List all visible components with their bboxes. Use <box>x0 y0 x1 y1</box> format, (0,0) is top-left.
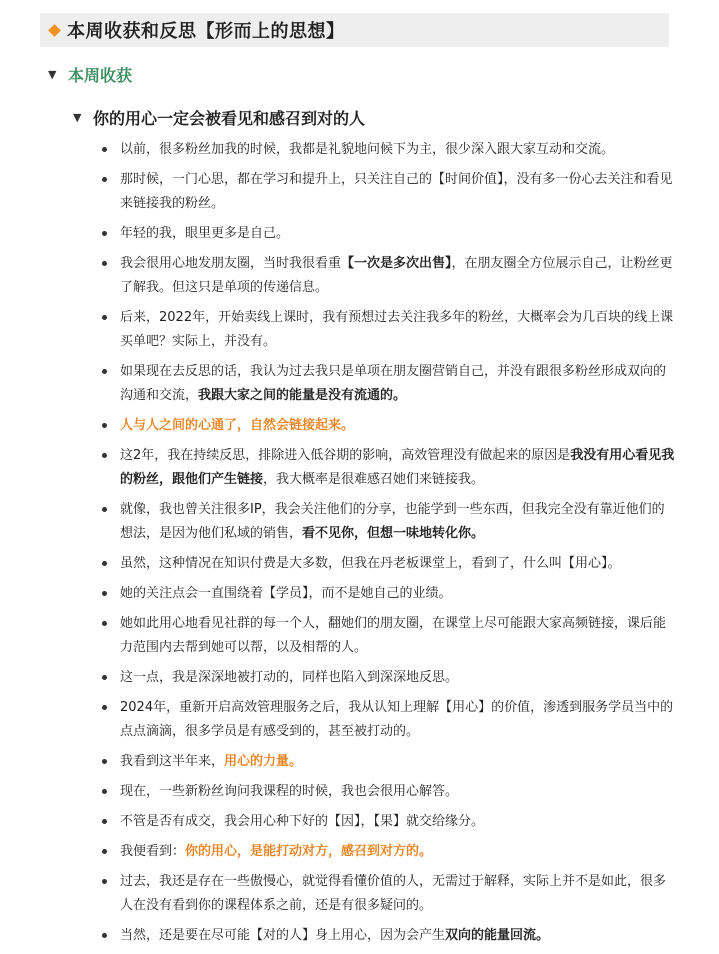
bullet-list <box>96 138 676 954</box>
item-text: 我看到这半年来， <box>120 754 225 769</box>
bold-text: 我跟大家之间的能量是没有流通的。 <box>198 388 407 403</box>
list-item <box>96 750 676 774</box>
item-text: 现在，一些新粉丝询问我课程的时候，我也会很用心解答。 <box>120 784 459 799</box>
list-item <box>96 924 676 948</box>
list-item <box>96 780 676 804</box>
list-item <box>96 666 676 690</box>
bullet-dot-icon <box>102 177 107 182</box>
section-heading-label: 本周收获 <box>68 66 133 85</box>
list-item <box>96 552 676 576</box>
highlight-text: 人与人之间的心通了，自然会链接起来。 <box>120 418 355 433</box>
list-item <box>96 306 676 354</box>
bold-text: 看不见你，但想一味地转化你。 <box>302 526 485 541</box>
item-text: 如果现在去反思的话，我认为过去我只是单项在朋友圈营销自己，并没有跟很多粉丝形成双向的沟通和交流， <box>120 364 667 403</box>
bullet-dot-icon <box>102 507 107 512</box>
bullet-dot-icon <box>102 453 107 458</box>
section-heading[interactable] <box>48 63 132 86</box>
bullet-dot-icon <box>102 423 107 428</box>
highlight-text: 你的用心，是能打动对方，感召到对方的。 <box>185 844 433 859</box>
item-text: 年轻的我，眼里更多是自己。 <box>120 226 290 241</box>
item-text: ，我大概率是很难感召她们来链接我。 <box>263 472 485 487</box>
page-title: 本周收获和反思【形而上的思想】 <box>67 21 345 42</box>
list-item <box>96 582 676 606</box>
bullet-dot-icon <box>102 561 107 566</box>
bullet-dot-icon <box>102 147 107 152</box>
list-item <box>96 414 676 438</box>
list-item <box>96 498 676 546</box>
item-text: 我会很用心地发朋友圈，当时我很看重 <box>120 256 342 271</box>
bullet-dot-icon <box>102 759 107 764</box>
bullet-dot-icon <box>102 231 107 236</box>
bullet-dot-icon <box>102 369 107 374</box>
subsection-heading-label: 你的用心一定会被看见和感召到对的人 <box>93 109 366 128</box>
bullet-dot-icon <box>102 819 107 824</box>
orange-diamond-icon <box>48 24 61 37</box>
collapse-triangle-icon[interactable]: ▼ <box>73 111 82 124</box>
list-item <box>96 696 676 744</box>
bold-text: 双向的能量回流。 <box>445 928 550 943</box>
highlight-text: 用心的力量。 <box>224 754 303 769</box>
list-item <box>96 360 676 408</box>
collapse-triangle-icon[interactable]: ▼ <box>48 68 57 81</box>
item-text: 她如此用心地看见社群的每一个人，翻她们的朋友圈，在课堂上尽可能跟大家高频链接，课后能力范围内去帮到她可以帮，以及相帮的人。 <box>120 616 667 655</box>
item-text: 以前，很多粉丝加我的时候，我都是礼貌地问候下为主，很少深入跟大家互动和交流。 <box>120 142 615 157</box>
bullet-dot-icon <box>102 591 107 596</box>
list-item <box>96 222 676 246</box>
item-text: 过去，我还是存在一些傲慢心，就觉得看懂价值的人，无需过于解释，实际上并不是如此，很多人在没有看到你的课程体系之前，还是有很多疑问的。 <box>120 874 667 913</box>
item-text: 我便看到： <box>120 844 186 859</box>
list-item <box>96 168 676 216</box>
item-text: 2024年，重新开启高效管理服务之后，我从认知上理解【用心】的价值，渗透到服务学员当中的点点滴滴，很多学员是有感受到的，甚至被打动的。 <box>120 700 674 739</box>
item-text: 后来，2022年，开始卖线上课时，我有预想过去关注我多年的粉丝，大概率会为几百块的线上课买单吧？实际上，并没有。 <box>120 310 674 349</box>
list-item <box>96 612 676 660</box>
item-text: 虽然，这种情况在知识付费是大多数，但我在丹老板课堂上，看到了，什么叫【用心】。 <box>120 556 621 571</box>
bullet-dot-icon <box>102 705 107 710</box>
list-item <box>96 870 676 918</box>
list-item <box>96 252 676 300</box>
item-text: 那时候，一门心思，都在学习和提升上，只关注自己的【时间价值】，没有多一份心去关注和看见来链接我的粉丝。 <box>120 172 673 211</box>
bullet-dot-icon <box>102 621 107 626</box>
item-text: 这一点，我是深深地被打动的，同样也陷入到深深地反思。 <box>120 670 459 685</box>
item-text: 不管是否有成交，我会用心种下好的【因】，【果】就交给缘分。 <box>120 814 485 829</box>
bullet-dot-icon <box>102 933 107 938</box>
bullet-dot-icon <box>102 849 107 854</box>
list-item <box>96 810 676 834</box>
item-text: 就像，我也曾关注很多IP，我会关注他们的分享，也能学到一些东西，但我完全没有靠近他们的想法，是因为他们私域的销售， <box>120 502 665 541</box>
item-text: 当然，还是要在尽可能【对的人】身上用心，因为会产生 <box>120 928 446 943</box>
item-text: 她的关注点会一直围绕着【学员】，而不是她自己的业绩。 <box>120 586 452 601</box>
item-text: 这2年，我在持续反思，排除进入低谷期的影响，高效管理没有做起来的原因是 <box>120 448 571 463</box>
title-bar <box>40 13 669 47</box>
bullet-dot-icon <box>102 879 107 884</box>
list-item <box>96 840 676 864</box>
bold-text: 【一次是多次出售】 <box>341 256 452 271</box>
list-item <box>96 138 676 162</box>
list-item <box>96 444 676 492</box>
subsection-heading[interactable] <box>73 106 365 129</box>
bullet-dot-icon <box>102 261 107 266</box>
bullet-dot-icon <box>102 789 107 794</box>
bold-text: 我没有用心看见我的粉丝，跟他们产生链接 <box>120 448 675 487</box>
item-text: ，在朋友圈全方位展示自己，让粉丝更了解我。但这只是单项的传递信息。 <box>120 256 673 295</box>
bullet-dot-icon <box>102 675 107 680</box>
bullet-dot-icon <box>102 315 107 320</box>
